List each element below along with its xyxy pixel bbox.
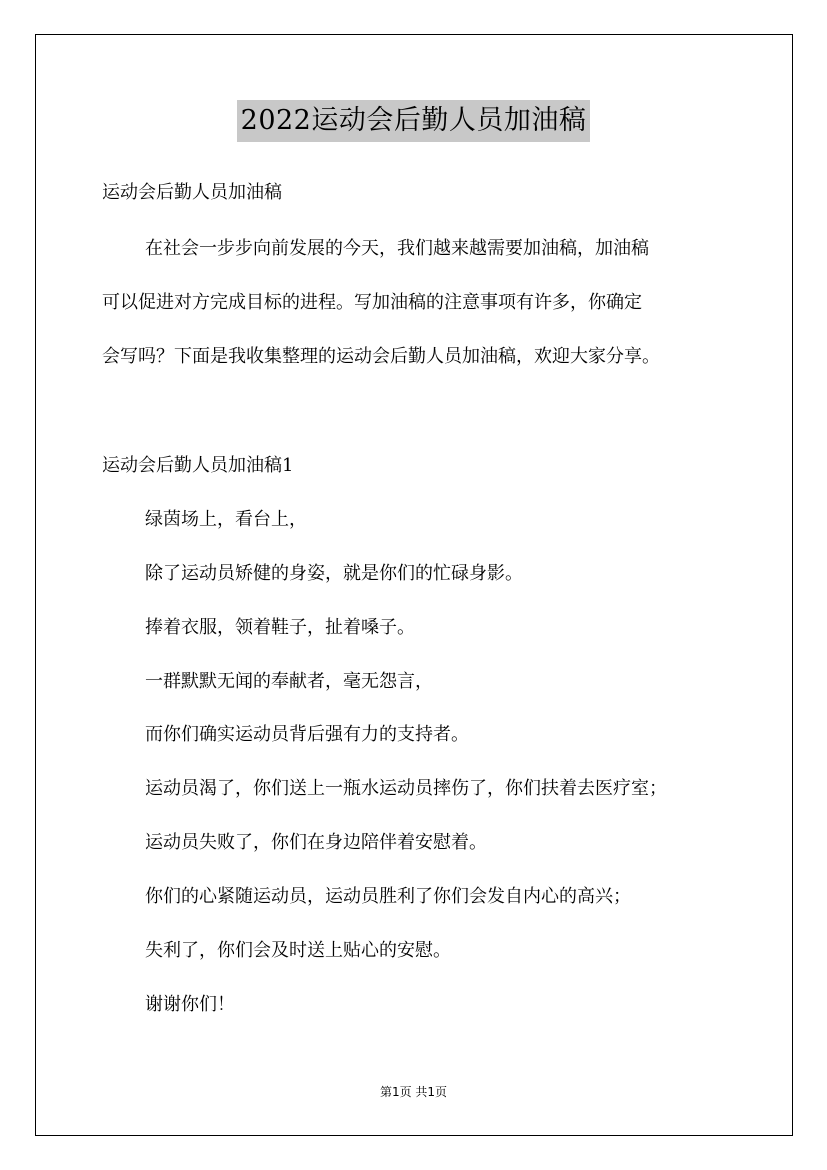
document-title: 2022运动会后勤人员加油稿 xyxy=(237,100,591,142)
poem-line-3: 捧着衣服，领着鞋子，扯着嗓子。 xyxy=(145,617,415,638)
poem-line-2: 除了运动员矫健的身姿，就是你们的忙碌身影。 xyxy=(145,563,523,584)
page-footer: 第1页 共1页 xyxy=(379,1085,448,1099)
poem-line-6: 运动员渴了，你们送上一瓶水运动员摔伤了，你们扶着去医疗室； xyxy=(145,778,667,799)
intro-line-1: 在社会一步步向前发展的今天，我们越来越需要加油稿，加油稿 xyxy=(145,238,649,259)
intro-line-3: 会写吗？下面是我收集整理的运动会后勤人员加油稿，欢迎大家分享。 xyxy=(102,346,660,367)
poem-line-8: 你们的心紧随运动员，运动员胜利了你们会发自内心的高兴； xyxy=(145,886,631,907)
poem-line-10: 谢谢你们！ xyxy=(145,994,235,1015)
document-subtitle: 运动会后勤人员加油稿 xyxy=(102,182,282,203)
poem-line-1: 绿茵场上，看台上， xyxy=(145,509,307,530)
intro-line-2: 可以促进对方完成目标的进程。写加油稿的注意事项有许多，你确定 xyxy=(102,292,642,313)
poem-line-4: 一群默默无闻的奉献者，毫无怨言， xyxy=(145,671,433,692)
title-container xyxy=(0,100,827,142)
poem-line-5: 而你们确实运动员背后强有力的支持者。 xyxy=(145,724,469,745)
poem-line-9: 失利了，你们会及时送上贴心的安慰。 xyxy=(145,940,451,961)
section-heading: 运动会后勤人员加油稿1 xyxy=(102,455,294,476)
poem-line-7: 运动员失败了，你们在身边陪伴着安慰着。 xyxy=(145,832,487,853)
